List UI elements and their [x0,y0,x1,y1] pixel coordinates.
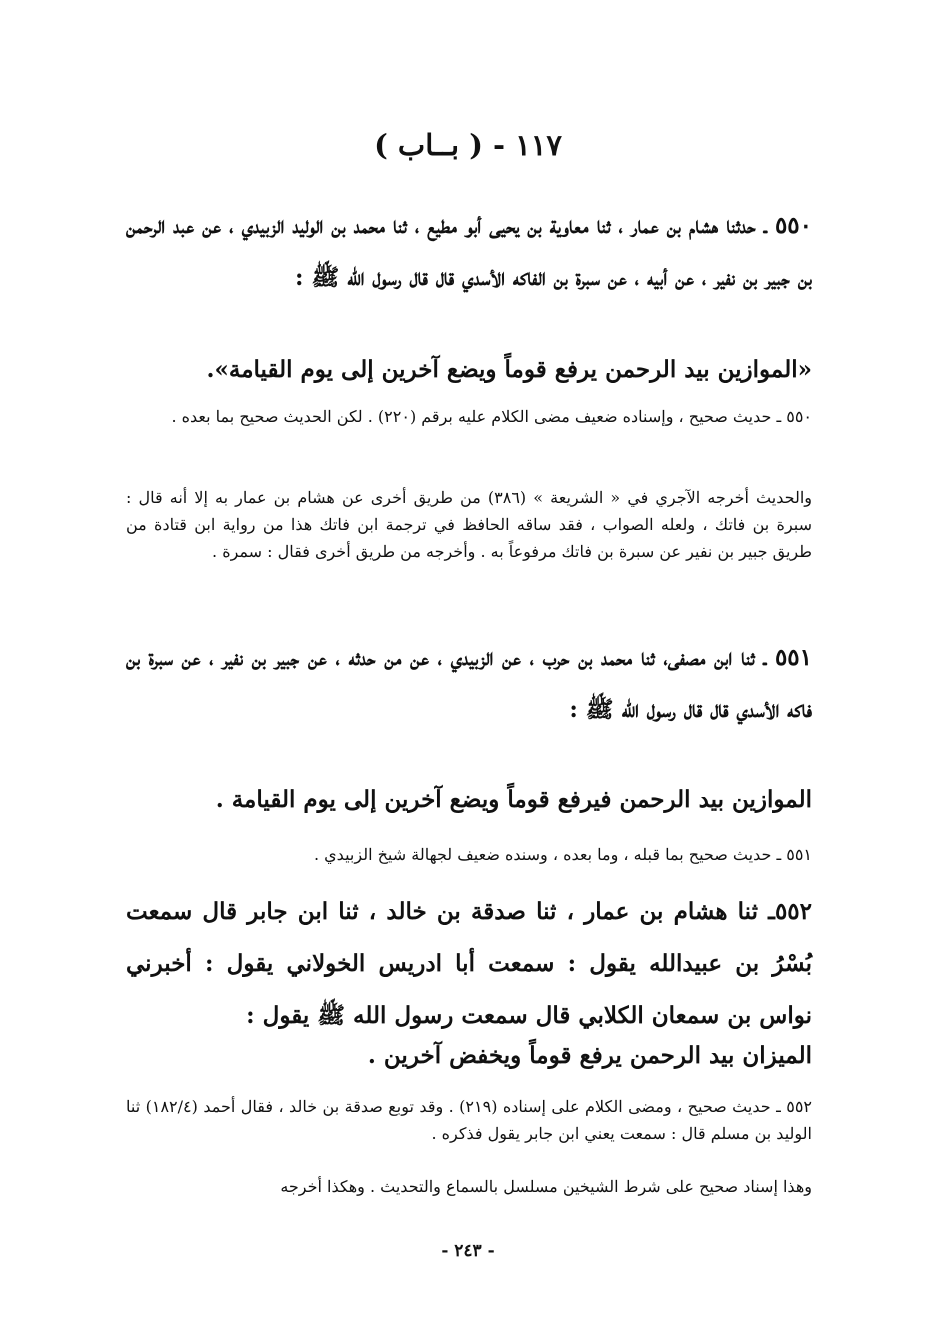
footnote-552-continuation: وهذا إسناد صحيح على شرط الشيخين مسلسل بالسماع والتحديث . وهكذا أخرجه [280,1177,812,1196]
hadith-550-isnad: ٥٥٠ ـ حدثنا هشام بن عمار ، ثنا معاوية بن يحيى أبو مطيع ، ثنا محمد بن الوليد الزبيدي ، عن عبد الرحمن بن جبير بن نفير ، عن أبيه ، عن سبرة بن الفاكه الأسدي قال قال رسول الله ﷺ : [126,212,812,291]
footnote-550-takhrij: والحديث أخرجه الآجري في « الشريعة » (٣٨٦) من طريق أخرى عن هشام بن عمار به إلا أنه قال : سبرة بن فاتك ، ولعله الصواب ، فقد ساقه الحافظ في ترجمة ابن فاتك هذا من رواية ابن قتادة من طريق جبير بن نفير عن سبرة بن فاتك مرفوعاً به . وأخرجه من طريق أخرى فقال : سمرة . [126,488,812,561]
footnote-550-grading: ٥٥٠ ـ حديث صحيح ، وإسناده ضعيف مضى الكلام عليه برقم (٢٢٠) . لكن الحديث صحيح بما بعده . [171,407,812,426]
hadith-552-isnad: ٥٥٢ـ ثنا هشام بن عمار ، ثنا صدقة بن خالد ، ثنا ابن جابر قال سمعت بُسْرُ بن عبيدالله يقول : سمعت أبا ادريس الخولاني يقول : أخبرني نواس بن سمعان الكلابي قال سمعت رسول الله ﷺ يقول : [126,898,812,1029]
hadith-551-isnad: ٥٥١ ـ ثنا ابن مصفى، ثنا محمد بن حرب ، عن الزبيدي ، عن من حدثه ، عن جبير بن نفير ، عن سبرة بن فاكه الأسدي قال قال رسول الله ﷺ : [126,644,812,723]
chapter-title: ١١٧ - ( بــاب ) [374,128,562,162]
footnote-552-grading: ٥٥٢ ـ حديث صحيح ، ومضى الكلام على إسناده (٢١٩) . وقد توبع صدقة بن خالد ، فقال أحمد (١٨٢/٤) ثنا الوليد بن مسلم قال : سمعت يعني ابن جابر يقول فذكره . [126,1097,813,1143]
hadith-552-matn: الميزان بيد الرحمن يرفع قوماً ويخفض آخرين . [367,1042,812,1069]
footnote-551-grading: ٥٥١ ـ حديث صحيح بما قبله ، وما بعده ، وسنده ضعيف لجهالة شيخ الزبيدي . [313,845,812,864]
page-number: - ٢٤٣ - [441,1241,495,1261]
hadith-550-matn: «الموازين بيد الرحمن يرفع قوماً ويضع آخرين إلى يوم القيامة». [206,356,812,383]
hadith-551-matn: الموازين بيد الرحمن فيرفع قوماً ويضع آخرين إلى يوم القيامة . [215,786,812,813]
